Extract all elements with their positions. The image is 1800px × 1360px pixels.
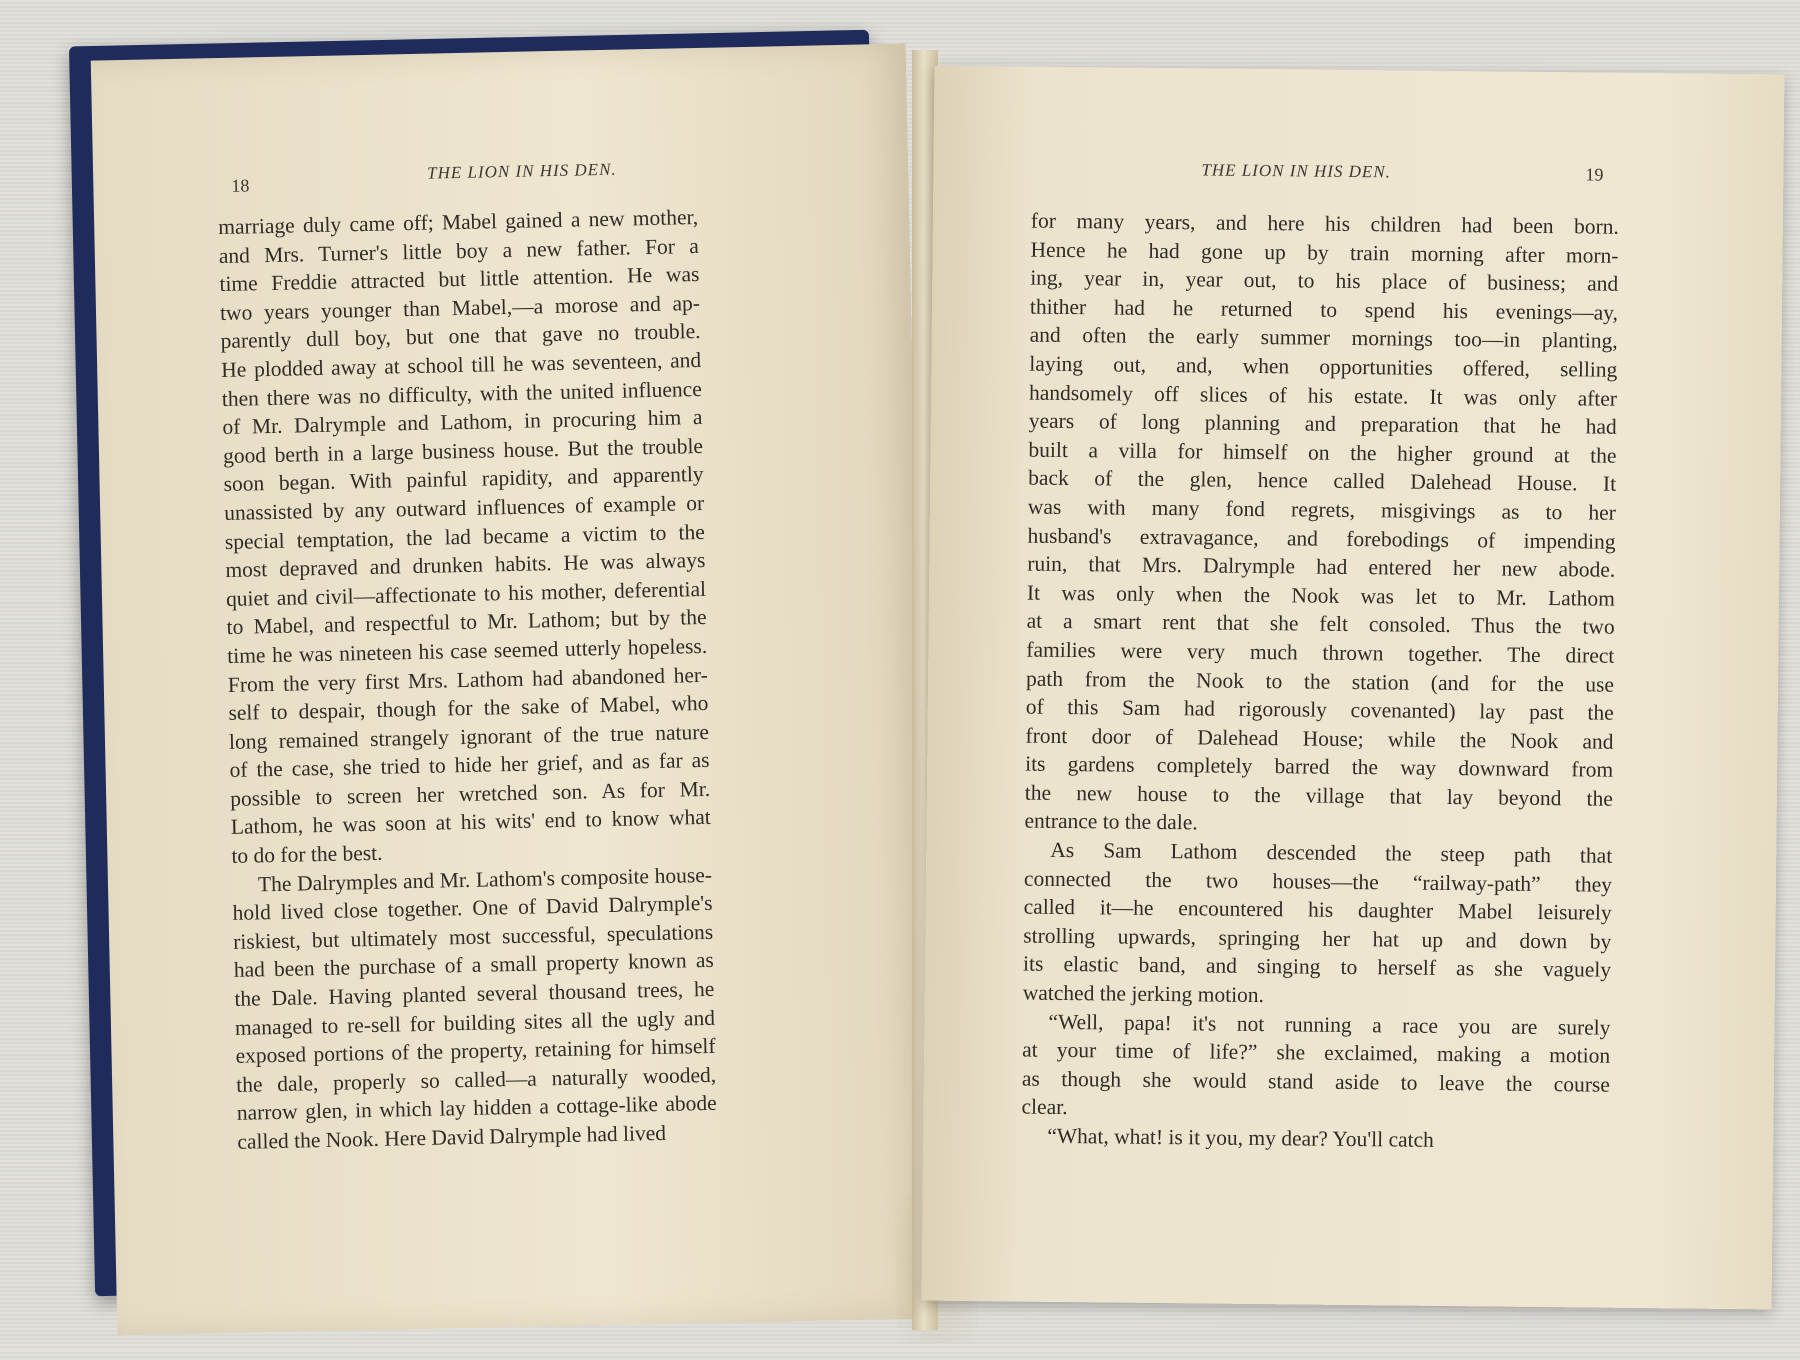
text-line: called it—he encountered his daughter Mabel leisurely <box>1023 894 1612 925</box>
text-line: built a villa for himself on the higher ground at the <box>1028 437 1617 468</box>
text-line: Hence he had gone up by train morning after morn- <box>1030 237 1619 268</box>
text-line: managed to re-sell for building sites all the ugly and <box>234 1005 716 1040</box>
text-line: front door of Dalehead House; while the Nook and <box>1025 723 1614 754</box>
text-line: strolling upwards, springing her hat up and down by <box>1023 923 1612 954</box>
text-line: then there was no difficulty, with the united influence <box>221 376 702 411</box>
text-line: narrow glen, in which lay hidden a cottage-like abode <box>236 1091 717 1126</box>
text-line: its elastic band, and singing to herself as she vaguely <box>1022 951 1612 983</box>
text-line: parently dull boy, but one that gave no trouble. <box>220 319 701 354</box>
text-line: families were very much thrown together. The direct <box>1026 637 1615 668</box>
text-line: had been the purchase of a small property known as <box>233 948 714 983</box>
text-line: riskiest, but ultimately most successful, speculations <box>232 919 714 954</box>
page-number: 18 <box>231 175 250 196</box>
text-line: the new house to the village that lay beyond the <box>1024 780 1613 811</box>
text-line: watched the jerking motion. <box>1022 980 1265 1008</box>
text-line: of the case, she tried to hide her grief, and as far as <box>229 748 710 783</box>
text-line: years of long planning and preparation that he had <box>1028 408 1617 439</box>
text-line: path from the Nook to the station (and for the use <box>1025 666 1615 697</box>
text-line: two years younger than Mabel,—a morose and ap- <box>219 290 701 325</box>
text-line: to do for the best. <box>231 840 383 868</box>
text-line: as though she would stand aside to leave the course <box>1021 1066 1610 1097</box>
text-line: most depraved and drunken habits. He was always <box>225 548 706 583</box>
text-line: He plodded away at school till he was seventeen, and <box>220 347 702 382</box>
text-line: hold lived close together. One of David Dalrymple's <box>232 891 713 926</box>
text-line: possible to screen her wretched son. As for Mr. <box>229 776 711 811</box>
text-line: and often the early summer mornings too—in planting, <box>1029 322 1618 354</box>
text-line: self to despair, though for the sake of Mabel, who <box>228 690 709 726</box>
text-line: It was only when the Nook was let to Mr. Lathom <box>1026 580 1616 611</box>
text-line: to Mabel, and respectful to Mr. Lathom; but by the <box>226 605 707 640</box>
text-line: As Sam Lathom descended the steep path that <box>1050 837 1613 868</box>
text-line: long remained strangely ignorant of the true nature <box>228 719 710 754</box>
running-head: THE LION IN HIS DEN. <box>1201 160 1392 182</box>
page-number: 19 <box>1585 164 1604 185</box>
text-line: “What, what! is it you, my dear? You'll catch <box>1047 1123 1435 1152</box>
text-line: exposed portions of the property, retaining for himself <box>235 1034 716 1069</box>
text-line: marriage duly came off; Mabel gained a new mother, <box>217 204 699 240</box>
text-line: time Freddie attracted but little attention. He was <box>219 262 700 297</box>
text-line: time he was nineteen his case seemed utterly hopeless. <box>226 633 708 668</box>
text-line: husband's extravagance, and forebodings of impending <box>1027 523 1616 554</box>
text-line: unassisted by any outward influences of example or <box>223 490 705 525</box>
right-page <box>922 66 1785 1310</box>
text-line: ing, year in, year out, to his place of business; and <box>1030 265 1619 296</box>
text-line: good berth in a large business house. But the trouble <box>222 433 704 468</box>
text-line: its gardens completely barred the way downward from <box>1025 751 1614 783</box>
running-head: THE LION IN HIS DEN. <box>426 159 617 183</box>
text-line: clear. <box>1021 1094 1068 1120</box>
text-line: for many years, and here his children had been born. <box>1030 208 1619 239</box>
text-line: connected the two houses—the “railway-path” they <box>1023 866 1613 897</box>
text-line: was with many fond regrets, misgivings as to her <box>1027 494 1616 525</box>
text-line: entrance to the dale. <box>1024 809 1198 835</box>
text-line: back of the glen, hence called Dalehead House. It <box>1028 465 1617 497</box>
left-page <box>91 44 933 1336</box>
text-line: at your time of life?” she exclaimed, making a motion <box>1022 1037 1611 1068</box>
text-line: thither had he returned to spend his evenings—ay, <box>1029 294 1619 325</box>
text-line: From the very first Mrs. Lathom had abandoned her- <box>227 662 708 697</box>
text-line: of this Sam had rigorously covenanted) lay past the <box>1025 694 1614 725</box>
text-line: and Mrs. Turner's little boy a new father. For a <box>218 233 699 268</box>
text-line: the dale, properly so called—a naturally wooded, <box>235 1062 717 1097</box>
page-text <box>1021 207 1619 1157</box>
text-line: laying out, and, when opportunities offered, selling <box>1029 351 1618 382</box>
text-line: The Dalrymples and Mr. Lathom's composite house- <box>257 862 713 897</box>
text-line: “Well, papa! it's not running a race you are surely <box>1048 1009 1611 1040</box>
text-line: called the Nook. Here David Dalrymple had lived <box>237 1120 667 1154</box>
text-line: ruin, that Mrs. Dalrymple had entered her new abode. <box>1027 551 1616 582</box>
text-line: soon began. With painful rapidity, and apparently <box>223 462 704 497</box>
text-line: of Mr. Dalrymple and Lathom, in procuring him a <box>222 405 703 440</box>
text-line: Lathom, he was soon at his wits' end to know what <box>230 805 711 840</box>
text-line: special temptation, the lad became a victim to the <box>224 519 705 554</box>
text-line: at a smart rent that she felt consoled. Thus the two <box>1026 608 1615 640</box>
text-line: quiet and civil—affectionate to his mother, deferential <box>225 576 707 611</box>
text-line: the Dale. Having planted several thousand trees, he <box>234 976 715 1011</box>
text-line: handsomely off slices of his estate. It was only after <box>1028 380 1618 411</box>
page-text <box>218 203 718 1156</box>
